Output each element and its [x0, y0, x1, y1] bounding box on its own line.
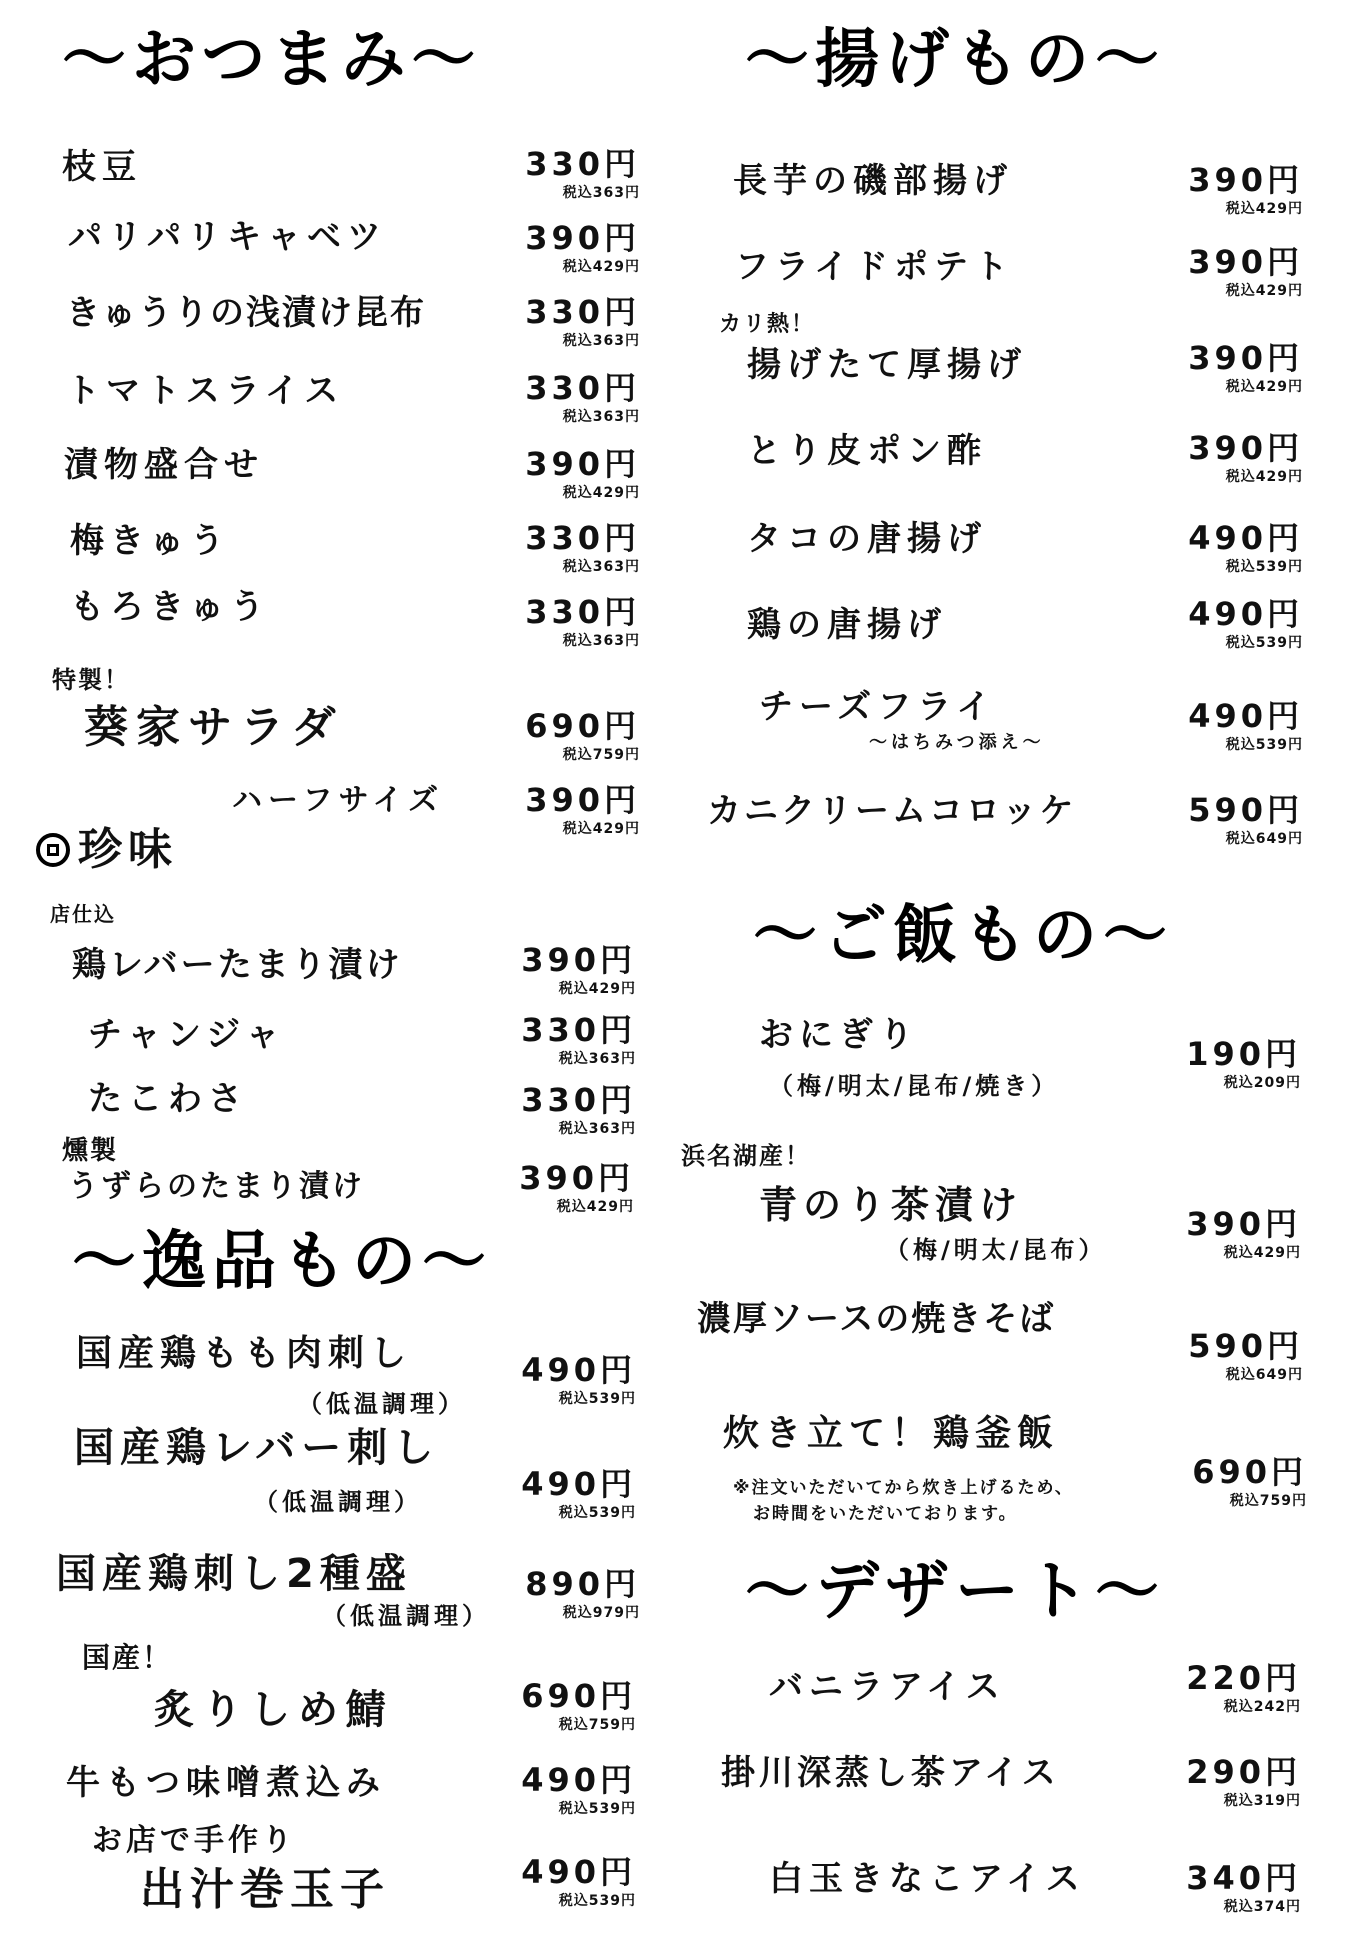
item-price: 490円 — [1188, 519, 1303, 557]
item-price: 330円 — [525, 593, 640, 631]
item-name: トマトスライス — [66, 371, 345, 411]
item-name: 白玉きなこアイス — [769, 1859, 1086, 1899]
item-name: 漬物盛合せ — [64, 445, 264, 485]
item-tax-price: 税込363円 — [562, 559, 640, 575]
item-name: チーズフライ — [759, 687, 997, 727]
item-name: 鶏の唐揚げ — [747, 605, 947, 645]
item-price: 330円 — [525, 369, 640, 407]
item-name: 枝豆 — [62, 147, 142, 187]
item-price: 390円 — [525, 445, 640, 483]
item-name: おにぎり — [759, 1015, 919, 1055]
item-price: 220円 — [1186, 1659, 1301, 1697]
item-tax-price: 税込209円 — [1223, 1075, 1301, 1091]
chinmi-tag: 店仕込 — [50, 902, 116, 926]
item-name: きゅうりの浅漬け昆布 — [66, 293, 426, 333]
item-note: 〜はちみつ添え〜 — [869, 732, 1045, 753]
item-tax-price: 税込242円 — [1223, 1699, 1301, 1715]
section-heading-dessert: 〜デザート〜 — [745, 1555, 1165, 1629]
item-tax-price: 税込374円 — [1223, 1899, 1301, 1915]
item-name: 長芋の磯部揚げ — [733, 161, 1013, 201]
item-name: 濃厚ソースの焼きそば — [697, 1299, 1056, 1339]
item-price: 690円 — [525, 707, 640, 745]
item-name: とり皮ポン酢 — [747, 431, 987, 471]
item-tax-price: 税込539円 — [1225, 737, 1303, 753]
item-price: 490円 — [521, 1853, 636, 1891]
item-note: （低温調理） — [298, 1390, 466, 1418]
item-tax-price: 税込649円 — [1225, 1367, 1303, 1383]
item-price: 330円 — [525, 145, 640, 183]
item-price: 390円 — [1186, 1205, 1301, 1243]
section-heading-chinmi — [36, 824, 178, 875]
item-tax-price: 税込363円 — [562, 185, 640, 201]
item-tax-price: 税込363円 — [558, 1121, 636, 1137]
item-tax-price: 税込363円 — [562, 409, 640, 425]
item-price: 340円 — [1186, 1859, 1301, 1897]
item-tax-price: 税込363円 — [562, 633, 640, 649]
item-tax-price: 税込429円 — [1225, 469, 1303, 485]
item-name: チャンジャ — [88, 1015, 286, 1055]
item-price: 390円 — [1188, 161, 1303, 199]
item-price: 390円 — [521, 941, 636, 979]
section-heading-agemono: 〜揚げもの〜 — [745, 23, 1165, 97]
item-tax-price: 税込979円 — [562, 1605, 640, 1621]
item-tax-price: 税込429円 — [558, 981, 636, 997]
item-price: 290円 — [1186, 1753, 1301, 1791]
item-tax-price: 税込429円 — [1225, 283, 1303, 299]
item-price: 590円 — [1188, 791, 1303, 829]
item-tax-price: 税込429円 — [1225, 201, 1303, 217]
right-column — [673, 0, 1347, 1946]
item-name: うずらのたまり漬け — [68, 1169, 365, 1204]
half-size-price: 390円 — [525, 781, 640, 819]
item-name: 揚げたて厚揚げ — [747, 345, 1027, 385]
item-tax-price: 税込429円 — [1225, 379, 1303, 395]
item-note: お時間をいただいております。 — [753, 1504, 1018, 1524]
item-name: バニラアイス — [769, 1667, 1006, 1707]
item-price: 490円 — [1188, 595, 1303, 633]
item-note: （梅/明太/昆布/焼き） — [769, 1072, 1060, 1100]
item-name: 炙りしめ鯖 — [154, 1687, 394, 1733]
item-tax-price: 税込429円 — [562, 259, 640, 275]
half-size-tax-price: 税込429円 — [562, 821, 640, 837]
item-name: 葵家サラダ — [84, 702, 344, 753]
item-tax-price: 税込539円 — [558, 1893, 636, 1909]
item-name: 国産鶏もも肉刺し — [76, 1333, 413, 1374]
item-name: 掛川深蒸し茶アイス — [721, 1753, 1060, 1793]
item-name: 国産鶏刺し2種盛 — [56, 1551, 412, 1597]
item-name: 炊き立て！鶏釜飯 — [723, 1413, 1060, 1454]
item-tax-price: 税込429円 — [1223, 1245, 1301, 1261]
item-tax-price: 税込363円 — [562, 333, 640, 349]
item-name: 青のり茶漬け — [759, 1183, 1024, 1227]
half-size-label: ハーフサイズ — [232, 783, 445, 818]
item-price: 890円 — [525, 1565, 640, 1603]
item-name: 牛もつ味噌煮込み — [66, 1763, 386, 1803]
item-note: （梅/明太/昆布） — [885, 1236, 1107, 1264]
section-heading-otsumami: 〜おつまみ〜 — [62, 23, 482, 97]
smoked-tag: 燻製 — [62, 1136, 119, 1166]
item-tax-price: 税込759円 — [558, 1717, 636, 1733]
item-name: 梅きゅう — [70, 521, 230, 561]
item-tax-price: 税込319円 — [1223, 1793, 1301, 1809]
item-tax-price: 税込363円 — [558, 1051, 636, 1067]
item-tax-price: 税込539円 — [1225, 559, 1303, 575]
item-tax-price: 税込429円 — [556, 1199, 634, 1215]
item-name: パリパリキャベツ — [68, 217, 387, 257]
circle-icon — [36, 833, 70, 867]
item-price: 590円 — [1188, 1327, 1303, 1365]
item-price: 390円 — [1188, 243, 1303, 281]
item-price: 330円 — [521, 1011, 636, 1049]
item-price: 490円 — [521, 1351, 636, 1389]
section-label-text: 珍味 — [78, 824, 178, 875]
item-price: 490円 — [1188, 697, 1303, 735]
item-name: 出汁巻玉子 — [140, 1864, 390, 1915]
item-name: もろきゅう — [70, 587, 270, 627]
special-tag: 特製！ — [52, 666, 130, 694]
section-heading-gohan: 〜ご飯もの〜 — [753, 899, 1173, 973]
item-price: 490円 — [521, 1465, 636, 1503]
section-heading-ippin: 〜逸品もの〜 — [72, 1225, 492, 1299]
item-tax-price: 税込759円 — [1229, 1493, 1307, 1509]
item-tag: 国産！ — [82, 1641, 173, 1674]
item-tax-price: 税込759円 — [562, 747, 640, 763]
item-tax-price: 税込539円 — [1225, 635, 1303, 651]
item-price: 330円 — [525, 293, 640, 331]
item-tax-price: 税込539円 — [558, 1801, 636, 1817]
item-price: 330円 — [525, 519, 640, 557]
item-tag: お店で手作り — [92, 1823, 296, 1858]
item-tax-price: 税込649円 — [1225, 831, 1303, 847]
item-price: 330円 — [521, 1081, 636, 1119]
item-price: 390円 — [1188, 429, 1303, 467]
item-price: 690円 — [521, 1677, 636, 1715]
item-price: 390円 — [1188, 339, 1303, 377]
item-name: 国産鶏レバー刺し — [74, 1425, 440, 1471]
item-name: フライドポテト — [735, 247, 1014, 287]
item-name: 鶏レバーたまり漬け — [72, 945, 403, 985]
item-name: タコの唐揚げ — [747, 519, 987, 559]
item-tag: 浜名湖産！ — [681, 1142, 811, 1170]
item-name: たこわさ — [88, 1079, 248, 1119]
item-note: （低温調理） — [254, 1488, 422, 1516]
item-price: 690円 — [1192, 1453, 1307, 1491]
item-price: 190円 — [1186, 1035, 1301, 1073]
item-price: 490円 — [521, 1761, 636, 1799]
left-column — [0, 0, 673, 1946]
item-tax-price: 税込539円 — [558, 1505, 636, 1521]
item-price: 390円 — [525, 219, 640, 257]
item-tax-price: 税込429円 — [562, 485, 640, 501]
item-tax-price: 税込539円 — [558, 1391, 636, 1407]
item-tag: カリ熱！ — [719, 312, 816, 337]
item-name: カニクリームコロッケ — [707, 791, 1077, 831]
item-note: （低温調理） — [322, 1602, 490, 1630]
item-note: ※注文いただいてから炊き上げるため、 — [733, 1478, 1074, 1498]
item-price: 390円 — [519, 1159, 634, 1197]
